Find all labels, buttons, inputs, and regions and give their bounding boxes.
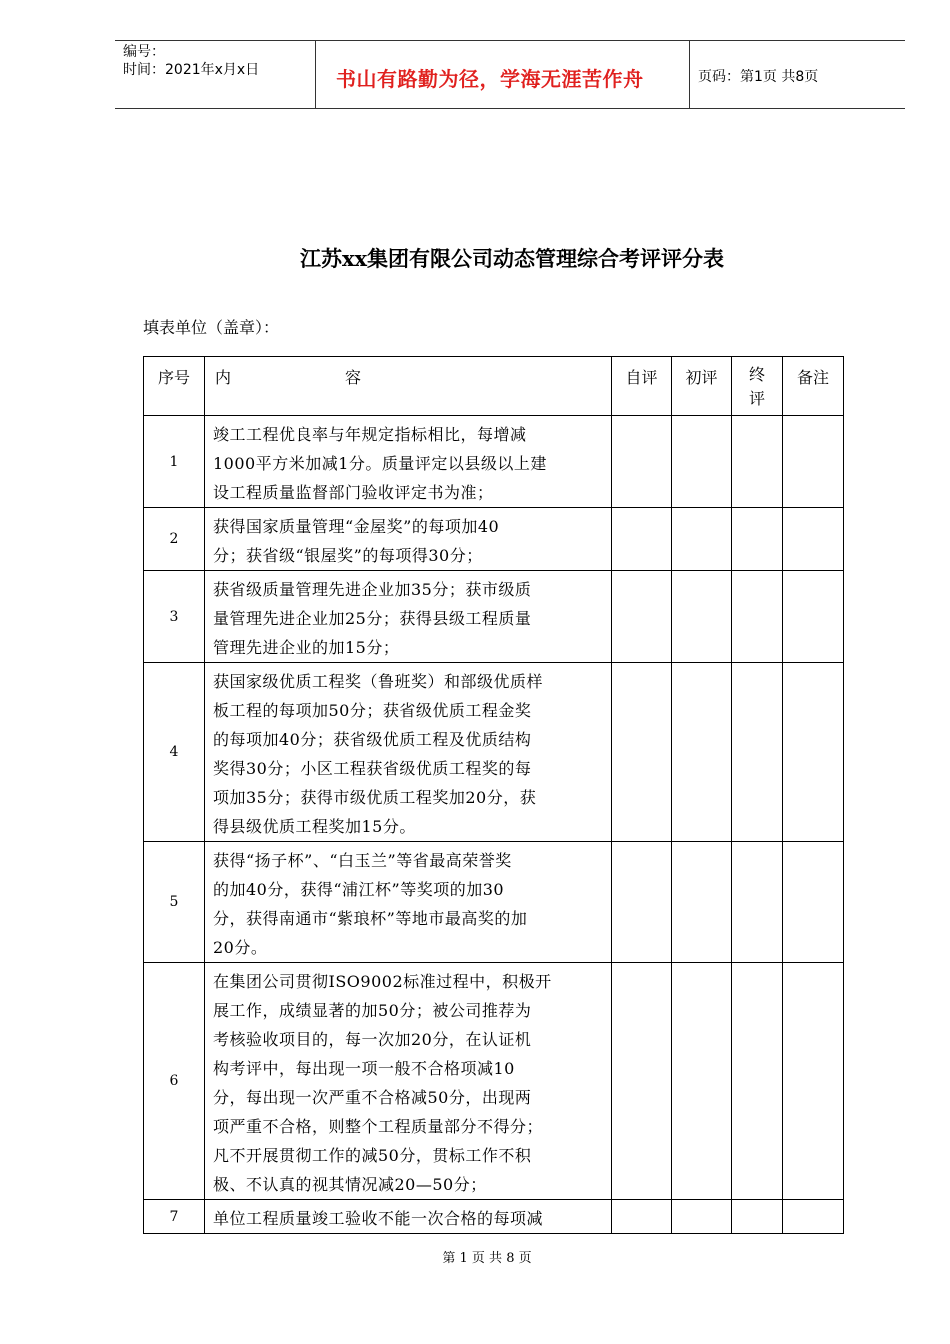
- row-number: 1: [144, 416, 205, 508]
- header-final-b: 评: [748, 389, 765, 408]
- self-score-cell: [612, 1200, 672, 1234]
- initial-score-cell: [672, 842, 732, 963]
- content-line: 板工程的每项加50分；获省级优质工程金奖: [213, 701, 532, 720]
- content-line: 获得“扬子杯”、“白玉兰”等省最高荣誉奖: [213, 851, 512, 870]
- document-title: [0, 243, 950, 273]
- content-line: 20分。: [213, 938, 268, 957]
- self-score-cell: [612, 508, 672, 571]
- content-line: 的加40分，获得“浦江杯”等奖项的加30: [213, 880, 505, 899]
- row-number: 3: [144, 571, 205, 663]
- date-text: 时间：2021年x月x日: [123, 62, 260, 78]
- table-row: [144, 1200, 844, 1234]
- final-score-cell: [732, 1200, 783, 1234]
- row-number: 5: [144, 842, 205, 963]
- header-content-b: 容: [345, 368, 362, 387]
- final-score-cell: [732, 842, 783, 963]
- motto-text: 书山有路勤为径，学海无涯苦作舟: [336, 67, 644, 91]
- content-line: 项加35分；获得市级优质工程奖加20分，获: [213, 788, 537, 807]
- remark-cell: [783, 963, 844, 1200]
- content-line: 考核验收项目的，每一次加20分，在认证机: [213, 1030, 532, 1049]
- remark-cell: [783, 842, 844, 963]
- row-content: [205, 416, 612, 508]
- final-score-cell: [732, 663, 783, 842]
- header-page-cell: [690, 41, 905, 108]
- content-line: 设工程质量监督部门验收评定书为准；: [213, 483, 494, 502]
- final-score-cell: [732, 963, 783, 1200]
- page-footer: [0, 1247, 950, 1266]
- row-content: [205, 571, 612, 663]
- content-line: 获省级质量管理先进企业加35分；获市级质: [213, 580, 532, 599]
- table-header-row: [144, 357, 844, 416]
- table-row: [144, 571, 844, 663]
- header-meta-cell: [115, 41, 316, 108]
- header-content-a: 内: [215, 368, 232, 387]
- self-score-cell: [612, 963, 672, 1200]
- content-line: 得县级优质工程奖加15分。: [213, 817, 416, 836]
- self-score-cell: [612, 842, 672, 963]
- final-score-cell: [732, 508, 783, 571]
- header-motto-cell: [316, 41, 690, 108]
- content-line: 展工作，成绩显著的加50分；被公司推荐为: [213, 1001, 532, 1020]
- remark-cell: [783, 571, 844, 663]
- content-line: 项严重不合格，则整个工程质量部分不得分；: [213, 1117, 544, 1136]
- header-content: [205, 357, 612, 416]
- content-line: 分，获得南通市“紫琅杯”等地市最高奖的加: [213, 909, 528, 928]
- final-score-cell: [732, 416, 783, 508]
- row-content: [205, 1200, 612, 1234]
- row-number: 2: [144, 508, 205, 571]
- content-line: 管理先进企业的加15分；: [213, 638, 400, 657]
- table-row: [144, 416, 844, 508]
- fill-unit-label: 填表单位（盖章）：: [143, 318, 280, 337]
- content-line: 的每项加40分；获省级优质工程及优质结构: [213, 730, 532, 749]
- self-score-cell: [612, 416, 672, 508]
- row-number: 6: [144, 963, 205, 1200]
- content-line: 凡不开展贯彻工作的减50分，贯标工作不积: [213, 1146, 532, 1165]
- remark-cell: [783, 416, 844, 508]
- header-remark: 备注: [783, 357, 844, 416]
- self-score-cell: [612, 571, 672, 663]
- content-line: 极、不认真的视其情况减20—50分；: [213, 1175, 487, 1194]
- number-label: 编号：: [123, 44, 165, 60]
- row-content: [205, 963, 612, 1200]
- header-final: [732, 357, 783, 416]
- table-row: [144, 508, 844, 571]
- page-header: [115, 40, 905, 109]
- content-line: 分；获省级“银屋奖”的每项得30分；: [213, 546, 483, 565]
- content-line: 量管理先进企业加25分；获得县级工程质量: [213, 609, 532, 628]
- scoring-table: [143, 356, 844, 1234]
- content-line: 单位工程质量竣工验收不能一次合格的每项减: [213, 1209, 544, 1228]
- table-row: [144, 842, 844, 963]
- content-line: 在集团公司贯彻ISO9002标准过程中，积极开: [213, 972, 552, 991]
- content-line: 奖得30分；小区工程获省级优质工程奖的每: [213, 759, 532, 778]
- row-number: 7: [144, 1200, 205, 1234]
- remark-cell: [783, 1200, 844, 1234]
- header-final-a: 终: [748, 365, 765, 384]
- header-self: 自评: [612, 357, 672, 416]
- content-line: 分，每出现一次严重不合格减50分，出现两: [213, 1088, 532, 1107]
- initial-score-cell: [672, 571, 732, 663]
- footer-page-text: 第 1 页 共 8 页: [442, 1251, 532, 1266]
- self-score-cell: [612, 663, 672, 842]
- content-line: 1000平方米加减1分。质量评定以县级以上建: [213, 454, 547, 473]
- initial-score-cell: [672, 508, 732, 571]
- content-line: 竣工工程优良率与年规定指标相比，每增减: [213, 425, 527, 444]
- table-row: [144, 963, 844, 1200]
- initial-score-cell: [672, 1200, 732, 1234]
- header-seq: 序号: [144, 357, 205, 416]
- content-line: 构考评中，每出现一项一般不合格项减10: [213, 1059, 515, 1078]
- remark-cell: [783, 508, 844, 571]
- final-score-cell: [732, 571, 783, 663]
- header-initial: 初评: [672, 357, 732, 416]
- initial-score-cell: [672, 663, 732, 842]
- table-row: [144, 663, 844, 842]
- content-line: 获得国家质量管理“金屋奖”的每项加40: [213, 517, 500, 536]
- row-content: [205, 842, 612, 963]
- initial-score-cell: [672, 416, 732, 508]
- row-content: [205, 663, 612, 842]
- row-content: [205, 508, 612, 571]
- content-line: 获国家级优质工程奖（鲁班奖）和部级优质样: [213, 672, 544, 691]
- row-number: 4: [144, 663, 205, 842]
- page-info: 页码：第1页 共8页: [698, 69, 819, 85]
- document-title-text: 江苏xx集团有限公司动态管理综合考评评分表: [299, 246, 725, 271]
- remark-cell: [783, 663, 844, 842]
- initial-score-cell: [672, 963, 732, 1200]
